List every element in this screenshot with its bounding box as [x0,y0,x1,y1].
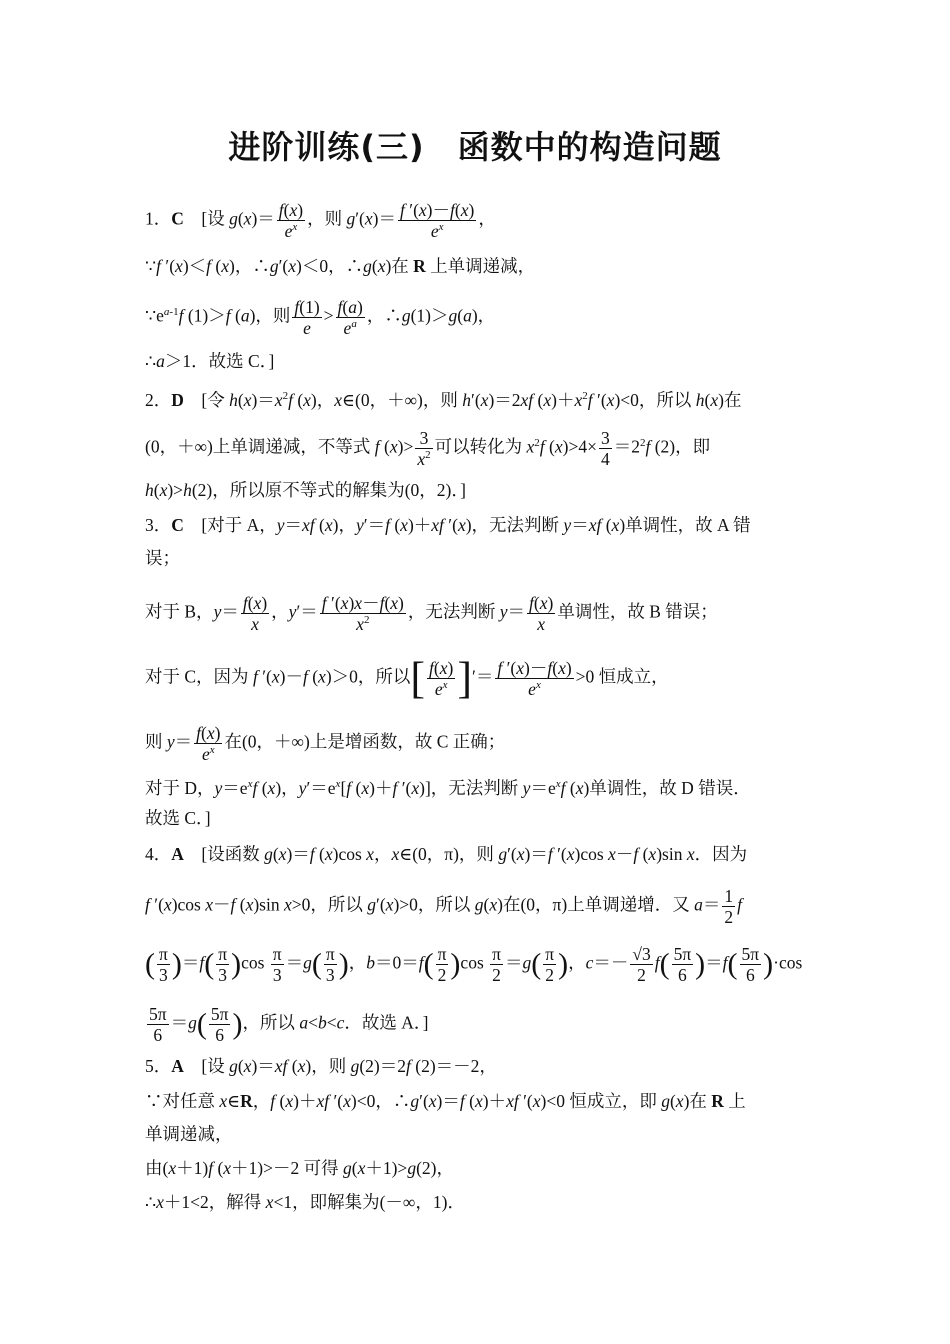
problem-3-line-3: 对于 B，y＝ $\frac{f(x)}{x}$ ，y′＝ $\frac{f '(x)x-f(x)}{x^2}$ ，无法判断 y＝ $\frac{f(x)}{x}$ 单调性，故 B 错误； [145,593,718,635]
problem-3-line-6: 对于 D，$y=e^xf$ (x)，$y'=e^x[f$ (x)＋f ′(x)]，无法判断 $y=e^xf$ (x)单调性，故 D 错误． [145,777,751,798]
problem-5-line-4: 由(x＋1)f (x＋1)>－2 可得 g(x＋1)>g(2)， [145,1158,454,1178]
problem-5-line-3: 单调递减， [145,1124,233,1144]
problem-2-line-2: (0，＋∞)上单调递减，不等式 f (x)> $\frac{3}{x^2}$ 可以转化为 $x^2f$ (x)>4× $\frac{3}{4}$ $=2^2f$ (2)，即 [145,428,711,470]
page-title: 进阶训练(三) 函数中的构造问题 [228,128,722,166]
problem-5-line-2: ∵对任意 x∈R，f (x)＋xf ′(x)<0，∴g′(x)＝f (x)＋xf ′(x)<0 恒成立，即 g(x)在 R 上 [145,1091,746,1111]
problem-4-line-3: ( $\frac{\pi}{3}$ )＝f( $\frac{\pi}{3}$ )cos $\frac{\pi}{3}$ ＝g( $\frac{\pi}{3}$ )，b＝0＝f( $\frac{\pi}{2}$ )cos $\frac{\pi}{2}$ ＝g( $\frac{\pi}{2}$ )，c＝－ $\frac{√3}{2}$ f( $\frac{5\pi}{6}$ )＝f( $\frac{5\pi}{6}$ )·cos [145,944,803,986]
problem-3-line-4: 对于 C，因为 f ′(x)－f (x)＞0，所以[ $\frac{f(x)}{e^x}$ ]′＝ $\frac{f '(x)-f(x)}{e^x}$ >0 恒成立， [145,653,669,703]
problem-2-line-1: 2．D [令 $h(x)=x^2f$ (x)，x∈(0，＋∞)，则 h′(x)＝2xf $(x)+x^2f$ ′(x)<0，所以 h(x)在 [145,389,742,410]
problem-4-line-1: 4．A [设函数 g(x)＝f (x)cos x，x∈(0，π)，则 g′(x)＝f ′(x)cos x－f (x)sin x．因为 [145,844,748,864]
problem-3-line-7: 故选 C．] [145,808,211,828]
problem-3-line-1: 3．C [对于 A，y＝xf (x)，y′＝f (x)＋xf ′(x)，无法判断 y＝xf (x)单调性，故 A 错 [145,515,751,535]
problem-4-line-4: $\frac{5\pi}{6}$ ＝g( $\frac{5\pi}{6}$ )，所以 a<b<c．故选 A．] [149,1004,429,1046]
problem-3-line-2: 误； [145,548,180,568]
problem-5-line-1: 5．A [设 g(x)＝xf (x)，则 g(2)＝2f (2)＝－2， [145,1056,497,1076]
problem-2-line-3: h(x)>h(2)，所以原不等式的解集为(0，2)．] [145,480,466,500]
problem-1-line-4: ∴a＞1．故选 C．] [145,351,275,371]
problem-1-line-2: ∵f ′(x)＜f (x)，∴g′(x)＜0，∴g(x)在 R 上单调递减， [145,256,536,276]
problem-1-line-1: 1．C [设 g(x)＝ $\frac{f(x)}{e^x}$ ，则 g′(x)＝ $\frac{f '(x)-f(x)}{e^x}$ ， [145,200,496,242]
problem-4-line-2: f ′(x)cos x－f (x)sin x>0，所以 g′(x)>0，所以 g(x)在(0，π)上单调递增．又 a＝ $\frac{1}{2}$ f [145,886,742,928]
problem-5-line-5: ∴x＋1<2，解得 x<1，即解集为(－∞，1)． [145,1192,465,1212]
problem-3-line-5: 则 y＝ $\frac{f(x)}{e^x}$ 在(0，＋∞)上是增函数，故 C 正确； [145,723,506,765]
problem-1-line-3: $\because e^{a-1}f$ (1)＞f (a)，则 $\frac{f(1)}{e}$ > $\frac{f(a)}{e^a}$ ，∴g(1)＞g(a)， [145,297,496,339]
